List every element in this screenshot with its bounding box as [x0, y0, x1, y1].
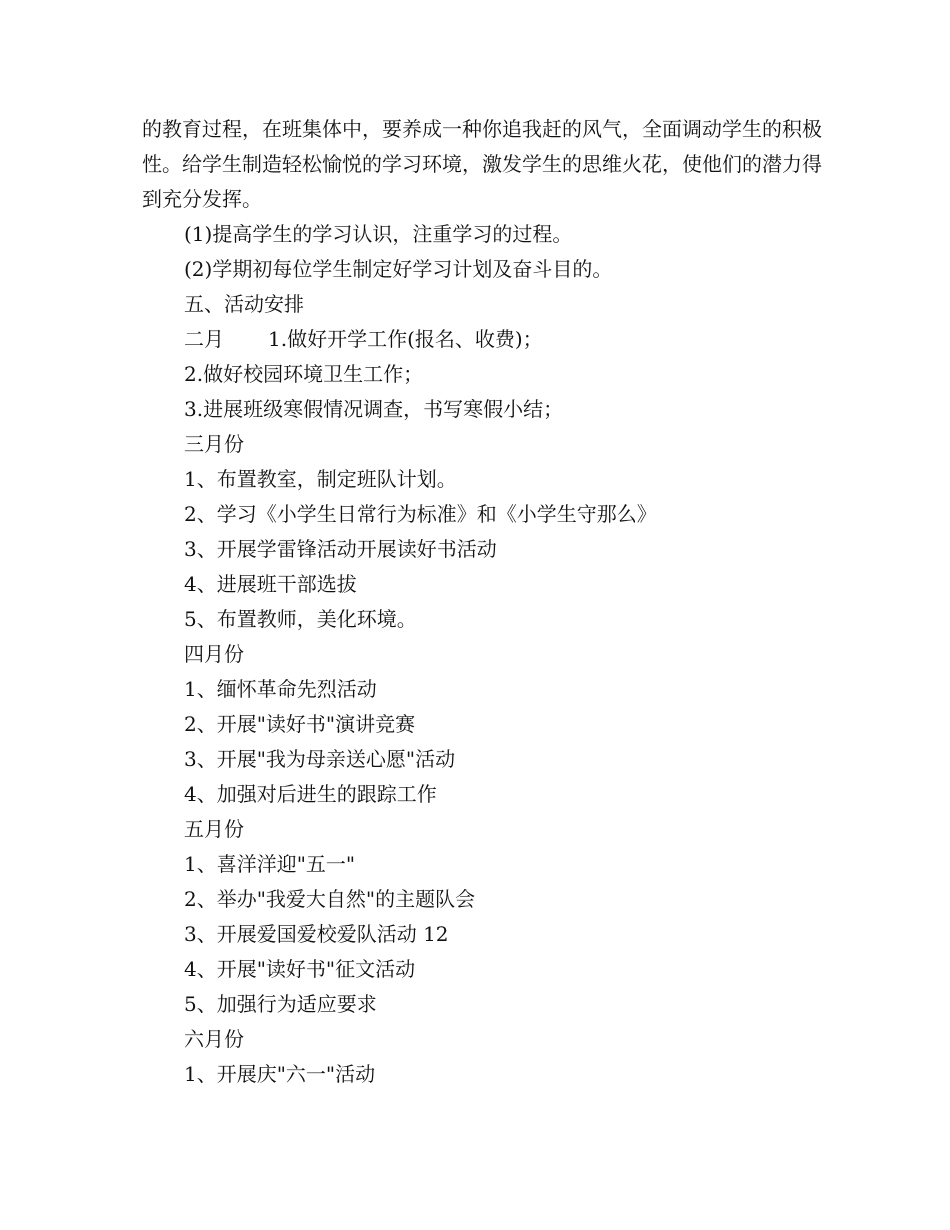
feb-item-2: 2.做好校园环境卫生工作；	[184, 362, 424, 386]
mar-item-4: 4、进展班干部选拔	[184, 572, 357, 596]
mar-item-3: 3、开展学雷锋活动开展读好书活动	[184, 537, 497, 561]
feb-month-label: 二月	[184, 327, 224, 351]
document-body	[142, 112, 822, 1092]
feb-item-3: 3.进展班级寒假情况调查，书写寒假小结；	[184, 397, 564, 421]
point-1: (1)提高学生的学习认识，注重学习的过程。	[184, 222, 573, 246]
mar-item-2: 2、学习《小学生日常行为标准》和《小学生守那么》	[184, 502, 657, 526]
intro-paragraph: 的教育过程，在班集体中，要养成一种你追我赶的风气，全面调动学生的积极性。给学生制造轻松愉悦的学习环境，激发学生的思维火花，使他们的潜力得到充分发挥。	[142, 117, 822, 211]
point-2: (2)学期初每位学生制定好学习计划及奋斗目的。	[184, 257, 613, 281]
apr-month-label: 四月份	[184, 642, 244, 666]
may-item-1: 1、喜洋洋迎"五一"	[184, 852, 356, 876]
mar-item-1: 1、布置教室，制定班队计划。	[184, 467, 457, 491]
apr-item-1: 1、缅怀革命先烈活动	[184, 677, 377, 701]
may-item-2: 2、举办"我爱大自然"的主题队会	[184, 887, 476, 911]
may-month-label: 五月份	[184, 817, 244, 841]
apr-item-3: 3、开展"我为母亲送心愿"活动	[184, 747, 456, 771]
mar-month-label: 三月份	[184, 432, 244, 456]
section-heading: 五、活动安排	[184, 292, 304, 316]
jun-month-label: 六月份	[184, 1027, 244, 1051]
feb-line	[142, 322, 822, 357]
feb-item-1: 1.做好开学工作(报名、收费)；	[268, 327, 543, 351]
may-item-3: 3、开展爱国爱校爱队活动 12	[184, 922, 449, 946]
may-item-5: 5、加强行为适应要求	[184, 992, 377, 1016]
apr-item-2: 2、开展"读好书"演讲竞赛	[184, 712, 416, 736]
jun-item-1: 1、开展庆"六一"活动	[184, 1062, 376, 1086]
apr-item-4: 4、加强对后进生的跟踪工作	[184, 782, 437, 806]
may-item-4: 4、开展"读好书"征文活动	[184, 957, 416, 981]
mar-item-5: 5、布置教师，美化环境。	[184, 607, 417, 631]
